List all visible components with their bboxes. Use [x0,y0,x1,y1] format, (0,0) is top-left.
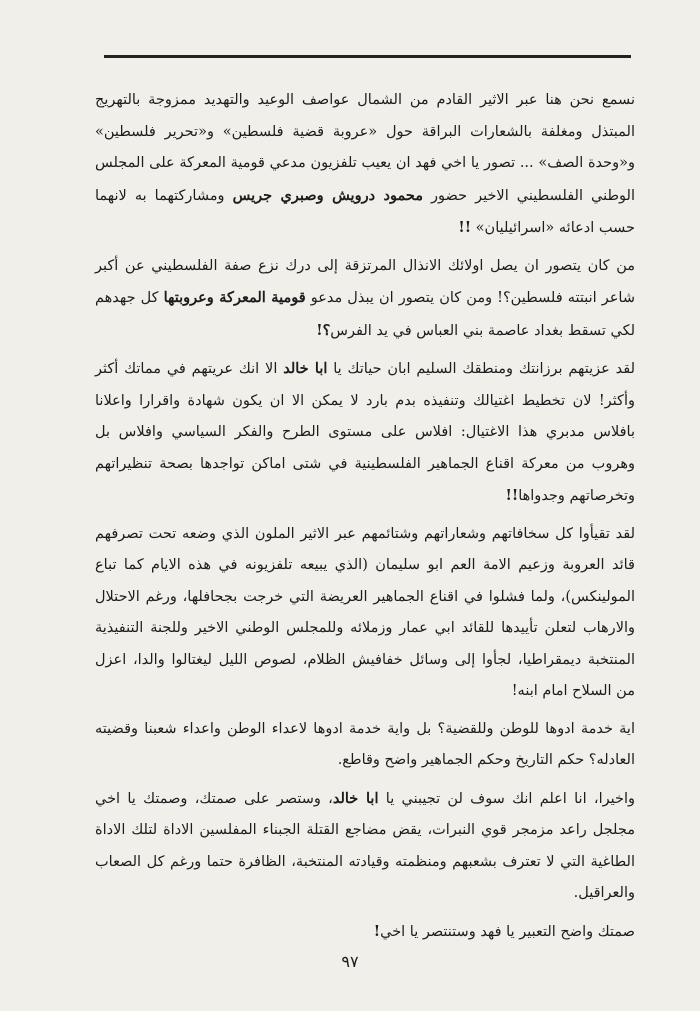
bold-run: !! [458,219,472,236]
paragraph [95,714,635,777]
bold-run: ! [373,922,381,940]
text-run: صمتك واضح التعبير يا فهد وستنتصر يا اخي [380,923,635,940]
paragraph [95,353,635,513]
bold-run: قومية المعركة وعروبتها [163,289,306,306]
header-rule [104,55,631,58]
text-run: كل جهدهم لكي تسقط بغداد عاصمة بني العباس في يد الفرس [95,290,635,339]
bold-run: ؟! [316,321,331,339]
paragraph [95,783,635,910]
text-run: من كان يتصور ان يصل اولائك الانذال المرتزقة إلى درك نزع صفة الفلسطيني عن أكبر شاعر انبتته فلسطين؟! ومن كان يتصور ان يبذل مدعو [95,257,635,306]
bold-run: محمود درويش وصبري جريس [232,186,423,204]
text-run: اية خدمة ادوها للوطن وللقضية؟ بل واية خدمة ادوها لاعداء الوطن واعداء شعبنا وقضيته العادله؟ حكم التاريخ وحكم الجماهير واضح وقاطع. [95,720,635,768]
paragraph [95,916,635,949]
text-run: ومشاركتهما به لانهما حسب ادعائه «اسرائيليان» [95,187,635,236]
text-run: الا انك عريتهم في مماتك أكثر وأكثر! لان تخطيط اغتيالك وتنفيذه بدم بارد لا يمكن الا ان يكون شهادة واقرارا واعلانا بافلاس مدبري هذا الاغتيال: افلاس على مستوى الطرح والفكر السياسي وافلاس بل وهروب من معركة اقناع الجماهير الفلسطينية في شتى اماكن تواجدها بصحة تنظيراتهم وتخرصاتهم وجدواها [95,361,635,504]
text-run: ، وستصر على صمتك، وصمتك يا اخي مجلجل راعد مزمجر قوي النبرات، يقض مضاجع القتلة الجبناء المفلسين الاداة لتلك الاداة الطاغية التي لا تعترف بشعبهم ومنظمته وقيادته المنتخبة، الظافرة حتما ورغم كل الصعاب والعراقيل. [95,790,635,901]
paragraph [95,519,635,708]
paragraph [95,251,635,348]
paragraph [95,85,635,245]
text-run: لقد تقيأوا كل سخافاتهم وشعاراتهم وشتائمهم عبر الاثير الملون الذي وضعه تحت تصرفهم قائد العروبة وزعيم الامة العم ابو سليمان (الذي يبيعه تلفزيونه في هذه الايام كما تباع المولينكس)، ولما فشلوا في اقناع الجماهير العريضة التي خرجت بجحافلها، ورغم الاحتلال والارهاب لتعلن تأييدها للقائد ابي عمار وزملائه وللمجلس الوطني الاخير وللجنة التنفيذية المنتخبة ديمقراطيا، لجأوا إلى وسائل خفافيش الظلام، لصوص الليل ليغتالوا والدا، اعزل من السلاح امام ابنه! [95,525,635,699]
text-run: واخيرا، انا اعلم انك سوف لن تجيبني يا [378,790,635,807]
bold-run: !! [505,487,519,504]
page-body [95,85,635,954]
page-number: ٩٧ [341,952,359,971]
bold-run: ابا خالد [332,789,379,807]
text-run: نسمع نحن هنا عبر الاثير القادم من الشمال عواصف الوعيد والتهديد ممزوجة بالتهريج المبتذل ومغلفة بالشعارات البراقة حول «عروبة قضية فلسطين» و«تحرير فلسطين» و«وحدة الصف» ... تصور يا اخي فهد ان يعيب تلفزيون مدعي قومية المعركة على المجلس الوطني الفلسطيني الاخير حضور [95,92,635,204]
bold-run: ابا خالد [283,360,328,377]
text-run: لقد عزيتهم برزانتك ومنطقك السليم ابان حياتك يا [327,361,635,377]
